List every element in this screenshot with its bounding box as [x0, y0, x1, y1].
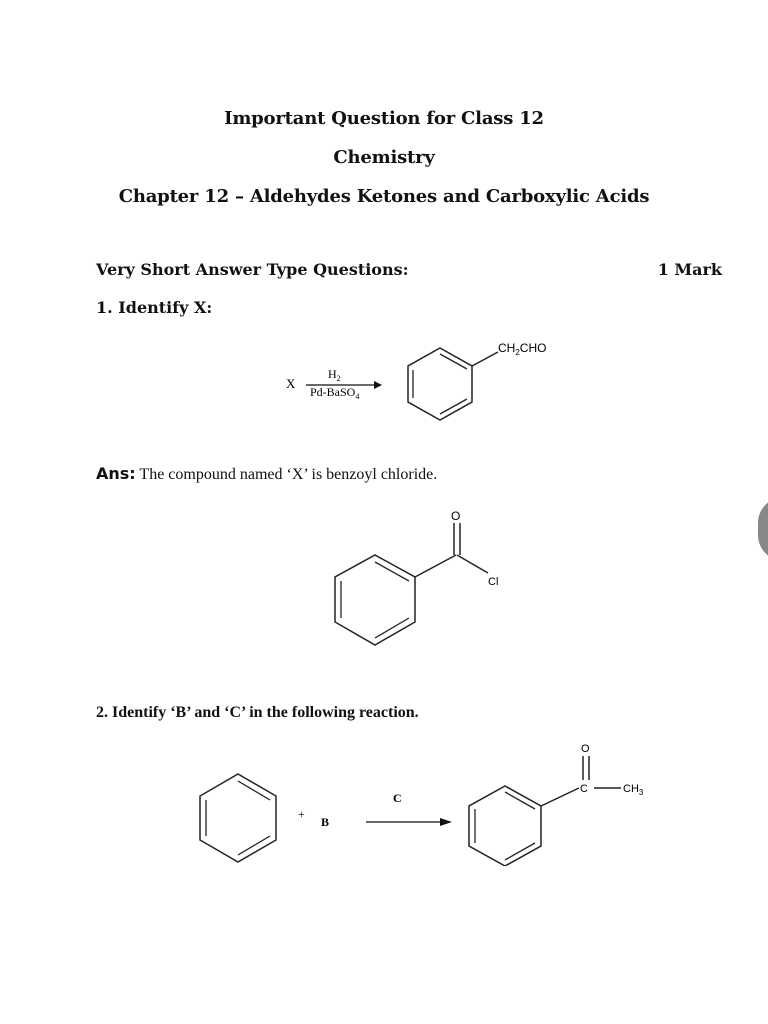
carbonyl-carbon: C — [580, 783, 588, 795]
q1-reaction-diagram — [270, 330, 590, 430]
chapter-title: Chapter 12 – Aldehydes Ketones and Carboxylic Acids — [118, 186, 650, 207]
plus-sign: + — [298, 807, 305, 821]
reactant-x: X — [286, 376, 296, 391]
scroll-handle[interactable] — [758, 497, 768, 561]
reagent-c: C — [393, 791, 402, 805]
answer-1 — [96, 464, 437, 484]
ring-carbonyl-bond — [541, 788, 579, 806]
document-title: Important Question for Class 12 — [224, 108, 544, 129]
question-2: 2. Identify ‘B’ and ‘C’ in the following reaction. — [96, 704, 419, 721]
reaction-arrow-head — [440, 818, 452, 826]
question-1: 1. Identify X: — [96, 298, 213, 317]
reagent-pd-baso4: Pd-BaSO$_4$ — [310, 385, 360, 401]
reagent-b: B — [321, 815, 330, 829]
section-title: Very Short Answer Type Questions: — [96, 260, 409, 279]
carbon-chlorine-bond — [457, 555, 488, 573]
product-benzene-ring — [469, 786, 541, 866]
subject-title: Chemistry — [333, 147, 435, 168]
answer-label: Ans: — [96, 464, 136, 483]
chlorine-label: Cl — [488, 576, 499, 588]
reactant-benzene-ring — [200, 774, 276, 862]
benzene-ring — [335, 555, 415, 645]
benzene-ring — [408, 348, 472, 420]
answer-text: The compound named ‘X’ is benzoyl chloride. — [135, 466, 438, 483]
substituent-bond — [472, 352, 498, 366]
reagent-h2: $H_2$ — [328, 367, 341, 383]
product-ch2cho: $CH_2CHO$ — [498, 341, 547, 357]
methyl-label: $CH_3$ — [623, 783, 644, 797]
carbonyl-oxygen: O — [451, 509, 461, 523]
section-marks: 1 Mark — [657, 260, 722, 279]
benzoyl-chloride-structure — [330, 505, 530, 650]
reaction-arrow-head — [374, 381, 382, 389]
carbonyl-oxygen: O — [581, 743, 590, 755]
q2-reaction-diagram — [190, 736, 670, 866]
ring-carbonyl-bond — [415, 555, 456, 577]
